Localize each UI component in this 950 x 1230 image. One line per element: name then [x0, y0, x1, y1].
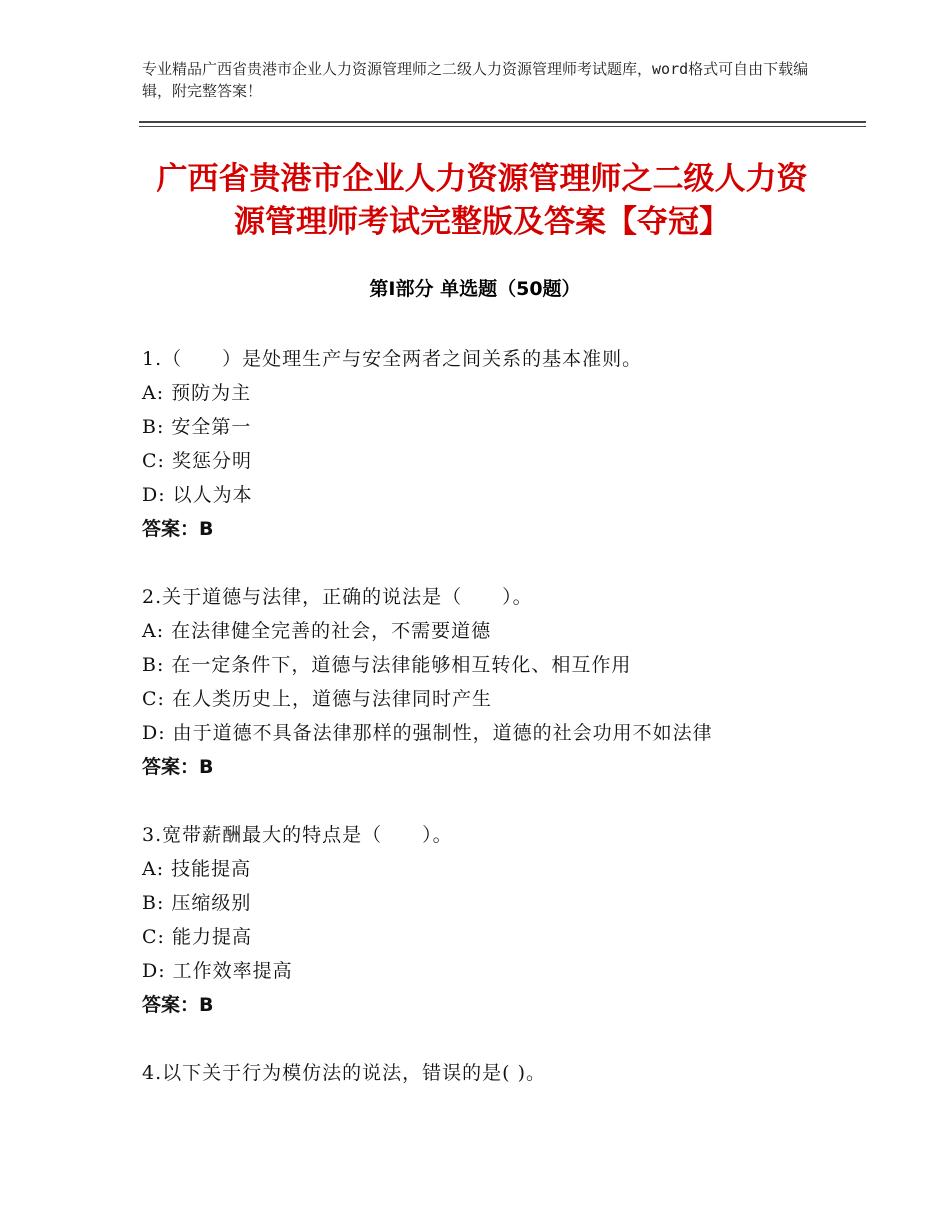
answer-line: 答案：B — [142, 994, 214, 1016]
question-4 — [142, 1056, 862, 1090]
question-stem: 2.关于道德与法律，正确的说法是（ ）。 — [142, 586, 533, 608]
option-b: B: 在一定条件下，道德与法律能够相互转化、相互作用 — [142, 654, 632, 676]
question-stem: 4.以下关于行为模仿法的说法，错误的是( )。 — [142, 1062, 546, 1084]
option-b: B: 压缩级别 — [142, 892, 252, 914]
option-c: C: 在人类历史上，道德与法律同时产生 — [142, 688, 492, 710]
option-d: D: 工作效率提高 — [142, 960, 293, 982]
option-c: C: 能力提高 — [142, 926, 252, 948]
question-list — [142, 342, 862, 1124]
question-stem: 3.宽带薪酬最大的特点是（ ）。 — [142, 824, 453, 846]
option-b: B: 安全第一 — [142, 416, 252, 438]
question-1 — [142, 342, 862, 546]
header-note: 专业精品广西省贵港市企业人力资源管理师之二级人力资源管理师考试题库，word格式可自由下载编辑，附完整答案！ — [142, 60, 809, 100]
question-3 — [142, 818, 862, 1022]
header-rule-thin — [139, 126, 866, 127]
option-a: A: 在法律健全完善的社会，不需要道德 — [142, 620, 492, 642]
option-c: C: 奖惩分明 — [142, 450, 252, 472]
section-heading: 第Ⅰ部分 单选题（50题） — [369, 278, 581, 300]
option-d: D: 由于道德不具备法律那样的强制性，道德的社会功用不如法律 — [142, 722, 713, 744]
option-d: D: 以人为本 — [142, 484, 253, 506]
document-title: 广西省贵港市企业人力资源管理师之二级人力资源管理师考试完整版及答案【夺冠】 — [156, 161, 808, 240]
header-rule-thick — [139, 121, 866, 123]
question-stem: 1.（ ）是处理生产与安全两者之间关系的基本准则。 — [142, 348, 643, 370]
question-2 — [142, 580, 862, 784]
answer-line: 答案：B — [142, 518, 214, 540]
option-a: A: 预防为主 — [142, 382, 252, 404]
answer-line: 答案：B — [142, 756, 214, 778]
option-a: A: 技能提高 — [142, 858, 252, 880]
